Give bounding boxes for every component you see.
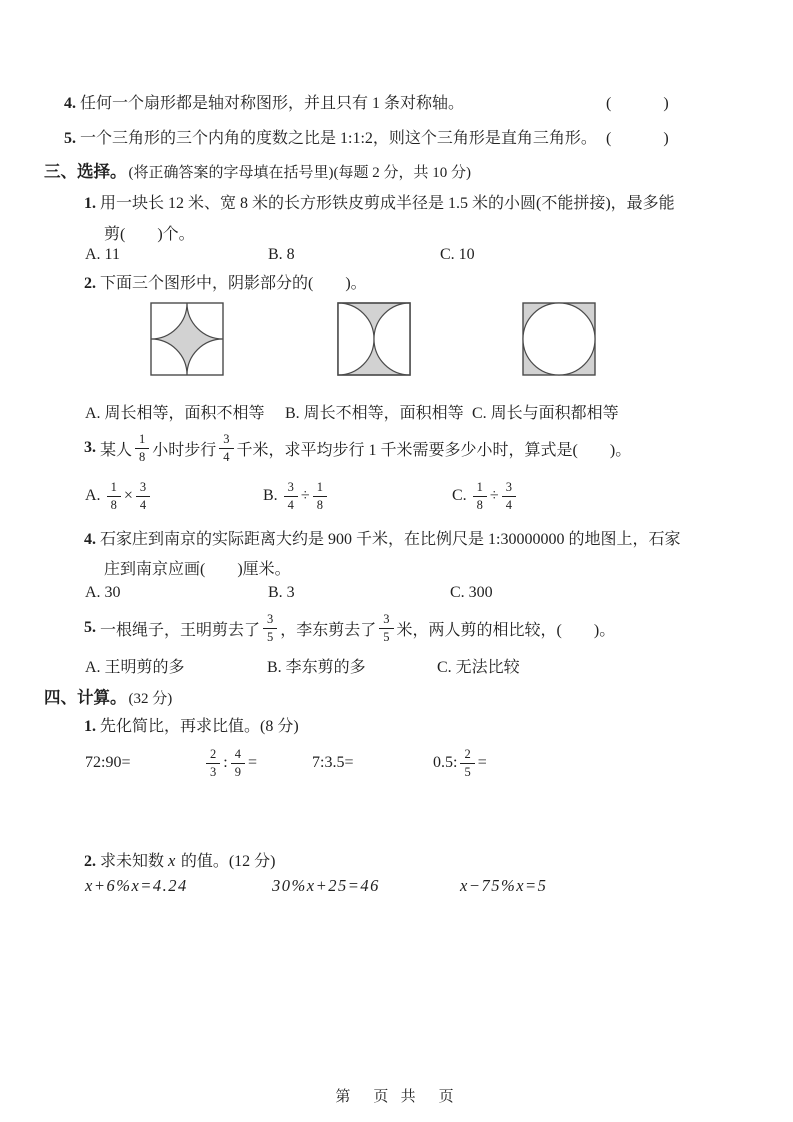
tf-item-4 (64, 90, 464, 113)
choice-q2-option-a: A. 周长相等，面积不相等 (85, 405, 265, 422)
calc-ratio-2 (203, 740, 257, 786)
fraction: $\frac{2}{5}$ (460, 748, 474, 778)
choice-q5-text-post: 米，两人剪的相比较，( )。 (396, 621, 616, 639)
choice-q4-line1 (84, 526, 680, 549)
choice-q1-option-b: B. 8 (268, 246, 295, 263)
fraction: $\frac{4}{9}$ (231, 748, 245, 778)
choice-q2-option-c: C. 周长与面积都相等 (472, 405, 619, 422)
tf-item-5-number: 5. (64, 130, 76, 147)
choice-q3-text-pre: 某人 (100, 441, 133, 459)
section-choice-title: 三、选择。 (44, 162, 127, 181)
choice-q3-option-b: B. $\frac{3}{4}$ ÷ $\frac{1}{8}$ (263, 476, 330, 516)
equation-2: 30%x+25=46 (272, 876, 380, 895)
choice-q1-line1 (84, 190, 675, 213)
ratio-colon: : (223, 754, 228, 771)
choice-q2-text: 下面三个图形中，阴影部分的( )。 (100, 275, 367, 292)
tf-item-5 (64, 125, 597, 148)
choice-q1-text: 用一块长 12 米、宽 8 米的长方形铁皮剪成半径是 1.5 米的小圆(不能拼接)，最多能 (100, 195, 675, 212)
fraction: $\frac{3}{5}$ (379, 613, 393, 643)
fraction: $\frac{3}{4}$ (502, 481, 516, 511)
choice-q2-number: 2. (84, 275, 96, 292)
choice-q5-stem (84, 608, 615, 648)
choice-q4-line2: 庄到南京应画( )厘米。 (104, 561, 291, 578)
choice-q3-stem (84, 428, 631, 468)
choice-q4-option-b: B. 3 (268, 584, 295, 601)
choice-q5-text-pre: 一根绳子，王明剪去了 (100, 621, 261, 639)
equation-3: x−75%x=5 (460, 876, 548, 895)
fraction: $\frac{1}{8}$ (313, 481, 327, 511)
figure-two-semicircles-in-square (337, 302, 411, 376)
choice-q3-text-mid: 小时步行 (152, 441, 217, 459)
tf-item-5-answer-blank: ( ) (606, 130, 670, 147)
fraction: $\frac{1}{8}$ (473, 481, 487, 511)
calc-part1-text: 先化简比，再求比值。(8 分) (100, 718, 299, 735)
section-calc-points: (32 分) (128, 691, 173, 707)
tf-item-4-number: 4. (64, 95, 76, 112)
choice-q4-option-a: A. 30 (85, 584, 121, 601)
choice-q4-text: 石家庄到南京的实际距离大约是 900 千米，在比例尺是 1:30000000 的地图上，石家 (100, 531, 681, 548)
calc-part2-text-pre: 求未知数 (100, 853, 169, 870)
section-calc-heading (44, 684, 172, 708)
calc-ratio-3: 7:3.5= (312, 754, 354, 771)
tf-item-5-text: 一个三角形的三个内角的度数之比是 1:1:2，则这个三角形是直角三角形。 (80, 130, 597, 147)
fraction: $\frac{1}{8}$ (135, 433, 149, 463)
choice-q3-option-a: A. $\frac{1}{8}$ × $\frac{3}{4}$ (85, 476, 153, 516)
choice-q1-option-c: C. 10 (440, 246, 475, 263)
variable-x: x (168, 851, 177, 870)
figure-inscribed-circle-in-square (522, 302, 596, 376)
choice-q1-option-a: A. 11 (85, 246, 120, 263)
fraction: $\frac{1}{8}$ (107, 481, 121, 511)
tf-item-4-text: 任何一个扇形都是轴对称图形，并且只有 1 条对称轴。 (80, 95, 465, 112)
fraction: $\frac{3}{4}$ (284, 481, 298, 511)
choice-q4-number: 4. (84, 531, 96, 548)
fraction: $\frac{2}{3}$ (206, 748, 220, 778)
figure-star-in-square (150, 302, 224, 376)
choice-q2-stem (84, 270, 367, 293)
choice-q3-text-post: 千米，求平均步行 1 千米需要多少小时，算式是( )。 (236, 441, 632, 459)
calc-ratio-1: 72:90= (85, 754, 131, 771)
choice-q4-option-c: C. 300 (450, 584, 493, 601)
choice-q5-option-a: A. 王明剪的多 (85, 659, 185, 676)
calc-part1-header (84, 713, 299, 736)
equals-sign: = (477, 754, 487, 771)
calc-part2-header (84, 848, 276, 871)
tf-item-4-answer-blank: ( ) (606, 95, 670, 112)
choice-q2-option-b: B. 周长不相等，面积相等 (285, 405, 464, 422)
choice-q3-number: 3. (84, 439, 96, 456)
calc-ratio-4 (433, 740, 487, 786)
choice-q5-option-b: B. 李东剪的多 (267, 659, 366, 676)
equation-1: x+6%x=4.24 (85, 876, 188, 895)
calc-part2-number: 2. (84, 853, 96, 870)
choice-q5-option-c: C. 无法比较 (437, 659, 520, 676)
choice-q1-number: 1. (84, 195, 96, 212)
choice-q5-number: 5. (84, 619, 96, 636)
divide-operator: ÷ (300, 487, 310, 504)
choice-q5-text-mid: ，李东剪去了 (280, 621, 377, 639)
section-calc-title: 四、计算。 (44, 688, 127, 707)
section-choice-note: (将正确答案的字母填在括号里)(每题 2 分，共 10 分) (128, 165, 471, 181)
fraction: $\frac{3}{4}$ (219, 433, 233, 463)
calc-part2-text-post: 的值。(12 分) (176, 853, 276, 870)
page-footer: 第 页 共 页 (335, 1088, 458, 1105)
multiply-operator: × (123, 487, 133, 504)
choice-q1-line2: 剪( )个。 (104, 226, 195, 243)
calc-ratio-4-pre: 0.5: (433, 754, 458, 771)
section-choice-heading (44, 158, 471, 182)
calc-part1-number: 1. (84, 718, 96, 735)
fraction: $\frac{3}{5}$ (263, 613, 277, 643)
divide-operator: ÷ (489, 487, 499, 504)
fraction: $\frac{3}{4}$ (136, 481, 150, 511)
equals-sign: = (247, 754, 257, 771)
choice-q3-option-c: C. $\frac{1}{8}$ ÷ $\frac{3}{4}$ (452, 476, 519, 516)
